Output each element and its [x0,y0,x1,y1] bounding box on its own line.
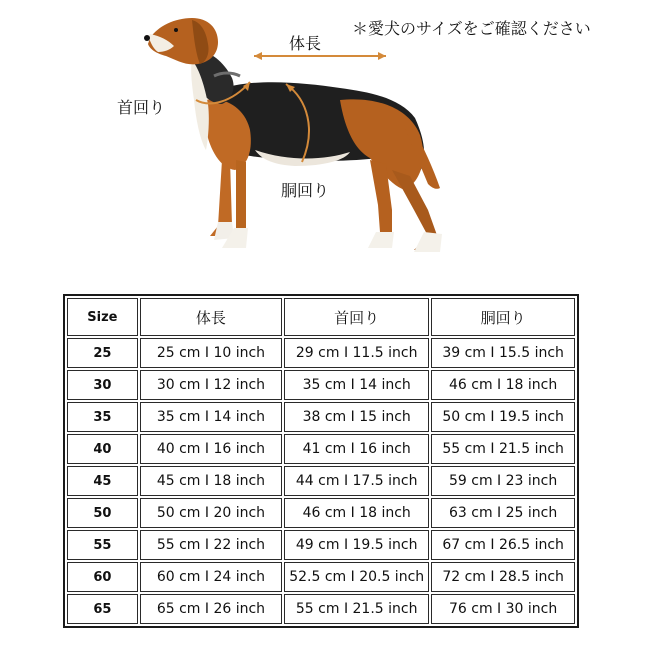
body-length-cell: 65 cm I 26 inch [140,594,282,624]
dog-illustration [0,0,650,270]
chest-cell: 39 cm I 15.5 inch [431,338,575,368]
body-length-cell: 45 cm I 18 inch [140,466,282,496]
header-size: Size [67,298,138,336]
body-length-cell: 55 cm I 22 inch [140,530,282,560]
chest-cell: 55 cm I 21.5 inch [431,434,575,464]
table-row [67,594,575,624]
body-length-cell: 35 cm I 14 inch [140,402,282,432]
neck-cell: 49 cm I 19.5 inch [284,530,429,560]
table-row [67,338,575,368]
table-row [67,370,575,400]
neck-cell: 41 cm I 16 inch [284,434,429,464]
neck-cell: 35 cm I 14 inch [284,370,429,400]
table-header-row [67,298,575,336]
size-cell: 25 [67,338,138,368]
neck-cell: 46 cm I 18 inch [284,498,429,528]
table-row [67,402,575,432]
chest-cell: 72 cm I 28.5 inch [431,562,575,592]
body-length-cell: 40 cm I 16 inch [140,434,282,464]
chest-cell: 46 cm I 18 inch [431,370,575,400]
chest-cell: 50 cm I 19.5 inch [431,402,575,432]
body-length-cell: 25 cm I 10 inch [140,338,282,368]
table-row [67,498,575,528]
body-length-cell: 50 cm I 20 inch [140,498,282,528]
header-neck: 首回り [284,298,429,336]
neck-cell: 55 cm I 21.5 inch [284,594,429,624]
neck-cell: 52.5 cm I 20.5 inch [284,562,429,592]
neck-cell: 38 cm I 15 inch [284,402,429,432]
table-row [67,434,575,464]
size-check-note: ＊愛犬のサイズをご確認ください [352,19,591,38]
size-cell: 40 [67,434,138,464]
header-chest: 胴回り [431,298,575,336]
neck-cell: 29 cm I 11.5 inch [284,338,429,368]
neck-label: 首回り [117,98,166,117]
size-cell: 60 [67,562,138,592]
chest-cell: 63 cm I 25 inch [431,498,575,528]
chest-label: 胴回り [281,181,330,200]
size-cell: 45 [67,466,138,496]
table-row [67,466,575,496]
table-row [67,530,575,560]
header-body-length: 体長 [140,298,282,336]
size-cell: 55 [67,530,138,560]
body-length-cell: 60 cm I 24 inch [140,562,282,592]
chest-cell: 59 cm I 23 inch [431,466,575,496]
size-cell: 30 [67,370,138,400]
body-length-cell: 30 cm I 12 inch [140,370,282,400]
size-cell: 65 [67,594,138,624]
table-row [67,562,575,592]
size-table [63,294,579,628]
chest-cell: 76 cm I 30 inch [431,594,575,624]
body-length-label: 体長 [289,34,322,53]
size-cell: 50 [67,498,138,528]
neck-cell: 44 cm I 17.5 inch [284,466,429,496]
size-cell: 35 [67,402,138,432]
chest-cell: 67 cm I 26.5 inch [431,530,575,560]
